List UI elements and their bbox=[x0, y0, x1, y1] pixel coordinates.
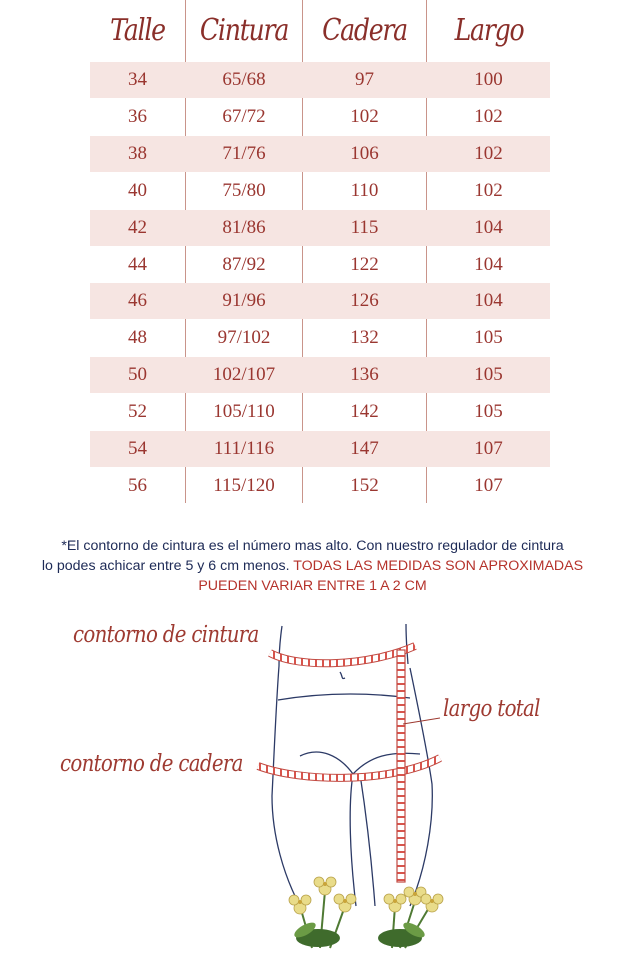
cell-cadera: 152 bbox=[350, 474, 379, 496]
cell-cintura: 67/72 bbox=[222, 105, 266, 127]
cell-talle: 38 bbox=[128, 142, 147, 164]
cell-largo: 104 bbox=[474, 290, 503, 312]
cell-largo: 107 bbox=[474, 474, 503, 496]
measurement-note bbox=[0, 536, 625, 596]
cell-cintura: 71/76 bbox=[222, 142, 266, 164]
cell-largo: 107 bbox=[474, 438, 503, 459]
cell-largo: 102 bbox=[474, 105, 503, 127]
table-row bbox=[90, 357, 550, 393]
cell-cintura: 81/86 bbox=[222, 216, 266, 238]
cell-largo: 105 bbox=[474, 401, 503, 423]
cell-talle: 34 bbox=[128, 69, 147, 90]
cell-cadera: 122 bbox=[350, 253, 379, 275]
cell-cadera: 97 bbox=[355, 69, 374, 90]
cell-largo: 102 bbox=[474, 179, 503, 201]
cell-cadera: 142 bbox=[350, 401, 379, 423]
table-row bbox=[90, 99, 550, 135]
cell-talle: 40 bbox=[128, 179, 147, 201]
table-row bbox=[90, 468, 550, 504]
cell-cadera: 147 bbox=[350, 438, 379, 459]
table-row bbox=[90, 210, 550, 246]
cell-talle: 48 bbox=[128, 327, 147, 349]
cell-largo: 105 bbox=[474, 364, 503, 386]
table-row bbox=[90, 431, 550, 467]
length-label: largo total bbox=[443, 696, 540, 722]
cell-cintura: 115/120 bbox=[213, 474, 275, 496]
cell-talle: 44 bbox=[128, 253, 147, 275]
warning-line-1: TODAS LAS MEDIDAS SON APROXIMADAS bbox=[293, 558, 584, 574]
table-row bbox=[90, 173, 550, 209]
cell-talle: 56 bbox=[128, 474, 147, 496]
cell-cintura: 65/68 bbox=[222, 69, 266, 90]
note-line-1: *El contorno de cintura es el número mas alto. Con nuestro regulador de cintura bbox=[61, 538, 564, 554]
hip-label: contorno de cadera bbox=[60, 751, 243, 777]
cell-cadera: 102 bbox=[350, 105, 379, 127]
pants-illustration bbox=[0, 606, 625, 960]
table-row bbox=[90, 283, 550, 319]
flowers-decoration bbox=[289, 877, 443, 948]
warning-line-2: PUEDEN VARIAR ENTRE 1 A 2 CM bbox=[198, 578, 427, 594]
cell-talle: 54 bbox=[128, 438, 147, 459]
note-line-2: lo podes achicar entre 5 y 6 cm menos. bbox=[41, 558, 290, 574]
length-tape bbox=[397, 650, 405, 882]
measurement-diagram bbox=[0, 606, 625, 960]
cell-largo: 104 bbox=[474, 216, 503, 238]
cell-cintura: 75/80 bbox=[222, 179, 266, 201]
cell-talle: 52 bbox=[128, 401, 147, 423]
header-largo: Largo bbox=[454, 13, 524, 48]
cell-talle: 36 bbox=[128, 105, 147, 127]
waist-tape bbox=[270, 646, 415, 663]
cell-cadera: 115 bbox=[350, 216, 379, 238]
cell-cintura: 91/96 bbox=[222, 290, 266, 312]
cell-cintura: 111/116 bbox=[213, 438, 275, 459]
cell-talle: 50 bbox=[128, 364, 147, 386]
cell-largo: 105 bbox=[474, 327, 503, 349]
cell-cintura: 105/110 bbox=[213, 401, 275, 423]
cell-talle: 46 bbox=[128, 290, 147, 312]
cell-largo: 104 bbox=[474, 253, 503, 275]
header-talle: Talle bbox=[110, 13, 165, 48]
cell-cadera: 136 bbox=[350, 364, 379, 386]
table-row bbox=[90, 62, 550, 98]
waist-label: contorno de cintura bbox=[73, 622, 259, 648]
cell-cadera: 126 bbox=[350, 290, 379, 312]
cell-largo: 100 bbox=[474, 69, 503, 90]
cell-cadera: 106 bbox=[350, 142, 379, 164]
cell-cadera: 132 bbox=[350, 327, 379, 349]
header-cintura: Cintura bbox=[199, 13, 289, 48]
table-row bbox=[90, 320, 550, 356]
table-row bbox=[90, 247, 550, 283]
table-row bbox=[90, 136, 550, 172]
header-cadera: Cadera bbox=[322, 13, 407, 48]
cell-cintura: 102/107 bbox=[212, 364, 276, 386]
cell-talle: 42 bbox=[128, 216, 147, 238]
cell-cintura: 97/102 bbox=[217, 327, 271, 349]
cell-cadera: 110 bbox=[350, 179, 379, 201]
pants-outline bbox=[272, 624, 432, 906]
cell-largo: 102 bbox=[474, 142, 503, 164]
cell-cintura: 87/92 bbox=[222, 253, 266, 275]
hip-tape bbox=[258, 758, 440, 778]
table-row bbox=[90, 394, 550, 430]
